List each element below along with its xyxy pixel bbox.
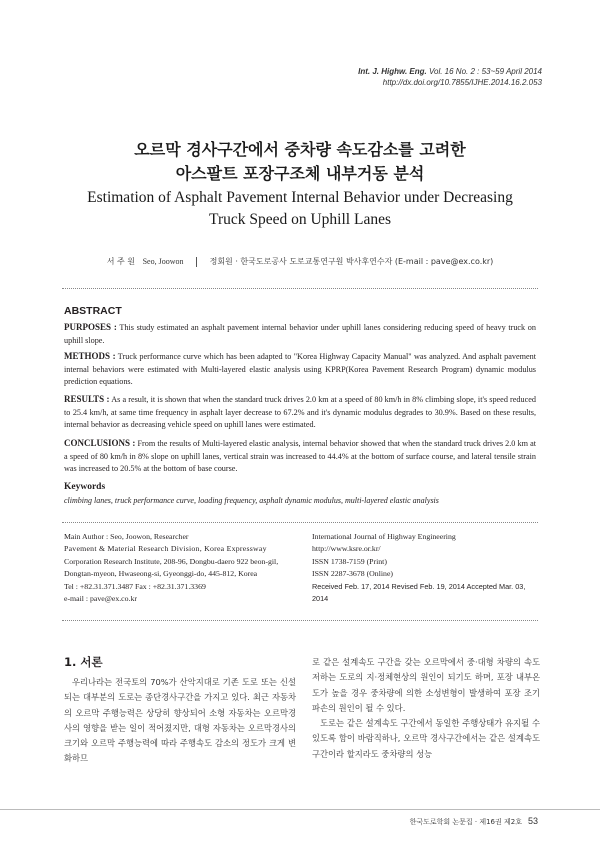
results-label: RESULTS : [64, 394, 110, 404]
corr-line: Tel : +82.31.371.3487 Fax : +82.31.371.3369 [64, 581, 206, 591]
methods-label: METHODS : [64, 351, 116, 361]
corr-line: Pavement & Material Research Division, Korea Expressway [64, 544, 267, 554]
footer-journal: 한국도로학회 논문집 · 제16권 제2호 [409, 818, 522, 826]
purposes-text: This study estimated an asphalt pavement internal behavior under uphill lanes considering reducing speed of heavy truck on uphill slope. [64, 323, 536, 345]
correspondence-journal-block [312, 531, 540, 605]
issn-print: ISSN 1738-7159 (Print) [312, 556, 387, 566]
author-name-ko: 서 주 원 [106, 257, 135, 266]
body-column-right [312, 655, 540, 762]
divider-top [62, 288, 538, 289]
corr-line: Dongtan-myeon, Hwaseong-si, Gyeonggi-do, 445-812, Korea [64, 569, 258, 579]
page-footer [410, 816, 538, 827]
page-number: 53 [527, 816, 538, 826]
title-english-line1: Estimation of Asphalt Pavement Internal Behavior under Decreasing [87, 189, 513, 206]
body-paragraph: 로 같은 설계속도 구간을 갖는 오르막에서 중·대형 차량의 속도저하는 도로의 지·정체현상의 원인이 되기도 하며, 포장 내부온도가 높을 경우 중차량에 의한 소성변형이 발생하여 포장 조기파손의 원인이 될 수 있다. [312, 657, 540, 713]
doi-link[interactable]: http://dx.doi.org/10.7855/IJHE.2014.16.2.053 [382, 78, 542, 87]
keywords-text: climbing lanes, truck performance curve, loading frequency, asphalt dynamic modulus, multi-layered elastic analysis [64, 496, 439, 505]
author-affiliation: 정회원 · 한국도로공사 도로교통연구원 박사후연수자 (E-mail : pave@ex.co.kr) [209, 257, 494, 266]
purposes-label: PURPOSES : [64, 322, 117, 332]
keywords-heading: Keywords [64, 482, 106, 492]
title-english-line2: Truck Speed on Uphill Lanes [209, 211, 391, 228]
journal-name: Int. J. Highw. Eng. [358, 67, 427, 76]
footer-rule [0, 809, 600, 810]
issn-online: ISSN 2287-3678 (Online) [312, 569, 393, 579]
corr-line: Corporation Research Institute, 208-96, Dongbu-daero 922 beon-gil, [64, 556, 279, 566]
journal-header [358, 66, 542, 88]
abstract-methods [64, 350, 536, 389]
abstract-purposes [64, 321, 536, 347]
title-korean-line1: 오르막 경사구간에서 중차량 속도감소를 고려한 [134, 140, 466, 159]
title-korean-line2: 아스팔트 포장구조체 내부거동 분석 [175, 164, 425, 183]
corr-email[interactable]: e-mail : pave@ex.co.kr [64, 594, 137, 604]
correspondence-author-block [64, 531, 298, 605]
corr-line: Main Author : Seo, Joowon, Researcher [64, 532, 189, 541]
conclusions-text: From the results of Multi-layered elastic analysis, internal behavior showed that when the standard truck drives 2.0 km at a speed of 80 km/h in 8% slope on uphill lanes, vertical strain was increased to 44.4% at the bottom of surface course, and lateral tensile strain was increased to 20.5% at the bottom of base course. [64, 439, 537, 474]
body-paragraph: 우리나라는 전국토의 70%가 산악지대로 기존 도로 또는 신설되는 대부분의 도로는 종단경사구간을 가지고 있다. 최근 자동차의 오르막 주행능력은 상당히 향상되어 소형 자동차는 오르막경사의 영향을 받는 일이 적어졌지만, 대형 자동차는 오르막경사의 크기와 오르막 주행능력에 따라 주행속도 감소의 정도가 크게 변화하므 [64, 677, 296, 764]
abstract-heading: ABSTRACT [64, 305, 122, 317]
author-name-en: Seo, Joowon [142, 257, 184, 266]
section-heading: 1. 서론 [64, 655, 103, 669]
received-dates: Received Feb. 17, 2014 Revised Feb. 19, 2014 Accepted Mar. 03, 2014 [312, 581, 526, 604]
divider-middle [62, 522, 538, 523]
abstract-conclusions [64, 437, 536, 476]
conclusions-label: CONCLUSIONS : [64, 438, 136, 448]
results-text: As a result, it is shown that when the standard truck drives 2.0 km at a speed of 80 km/h in 8% climbing slope, it's speed reduced to 25.4 km/h, at same time frequency in asphalt layer decrease to 67.2% and it's dynamic modulus degrades to 30.9%. Based on these results, internal behavior as decreasing vehicle speed on uphill lanes were estimated. [64, 395, 536, 430]
journal-full-name: International Journal of Highway Engineering [312, 532, 456, 541]
methods-text: Truck performance curve which has been adapted to "Korea Highway Capacity Manual" was analyzed. And asphalt pavement internal behaviors were estimated with Multi-layered elastic analysis using KPRP(Korea Pavement Research Program) dynamic modulus prediction equations. [64, 352, 536, 387]
divider-bottom [62, 620, 538, 621]
abstract-results [64, 393, 536, 432]
author-separator [196, 257, 197, 267]
journal-url[interactable]: http://www.ksre.or.kr/ [312, 544, 381, 554]
author-line [0, 256, 600, 267]
body-paragraph: 도로는 같은 설계속도 구간에서 동일한 주행상태가 유지될 수 있도록 함이 바람직하나, 오르막 경사구간에서는 같은 설계속도 구간이라 할지라도 중차량의 성능 [312, 718, 540, 759]
journal-citation: Vol. 16 No. 2 : 53~59 April 2014 [428, 67, 542, 76]
body-column-left [64, 675, 296, 767]
